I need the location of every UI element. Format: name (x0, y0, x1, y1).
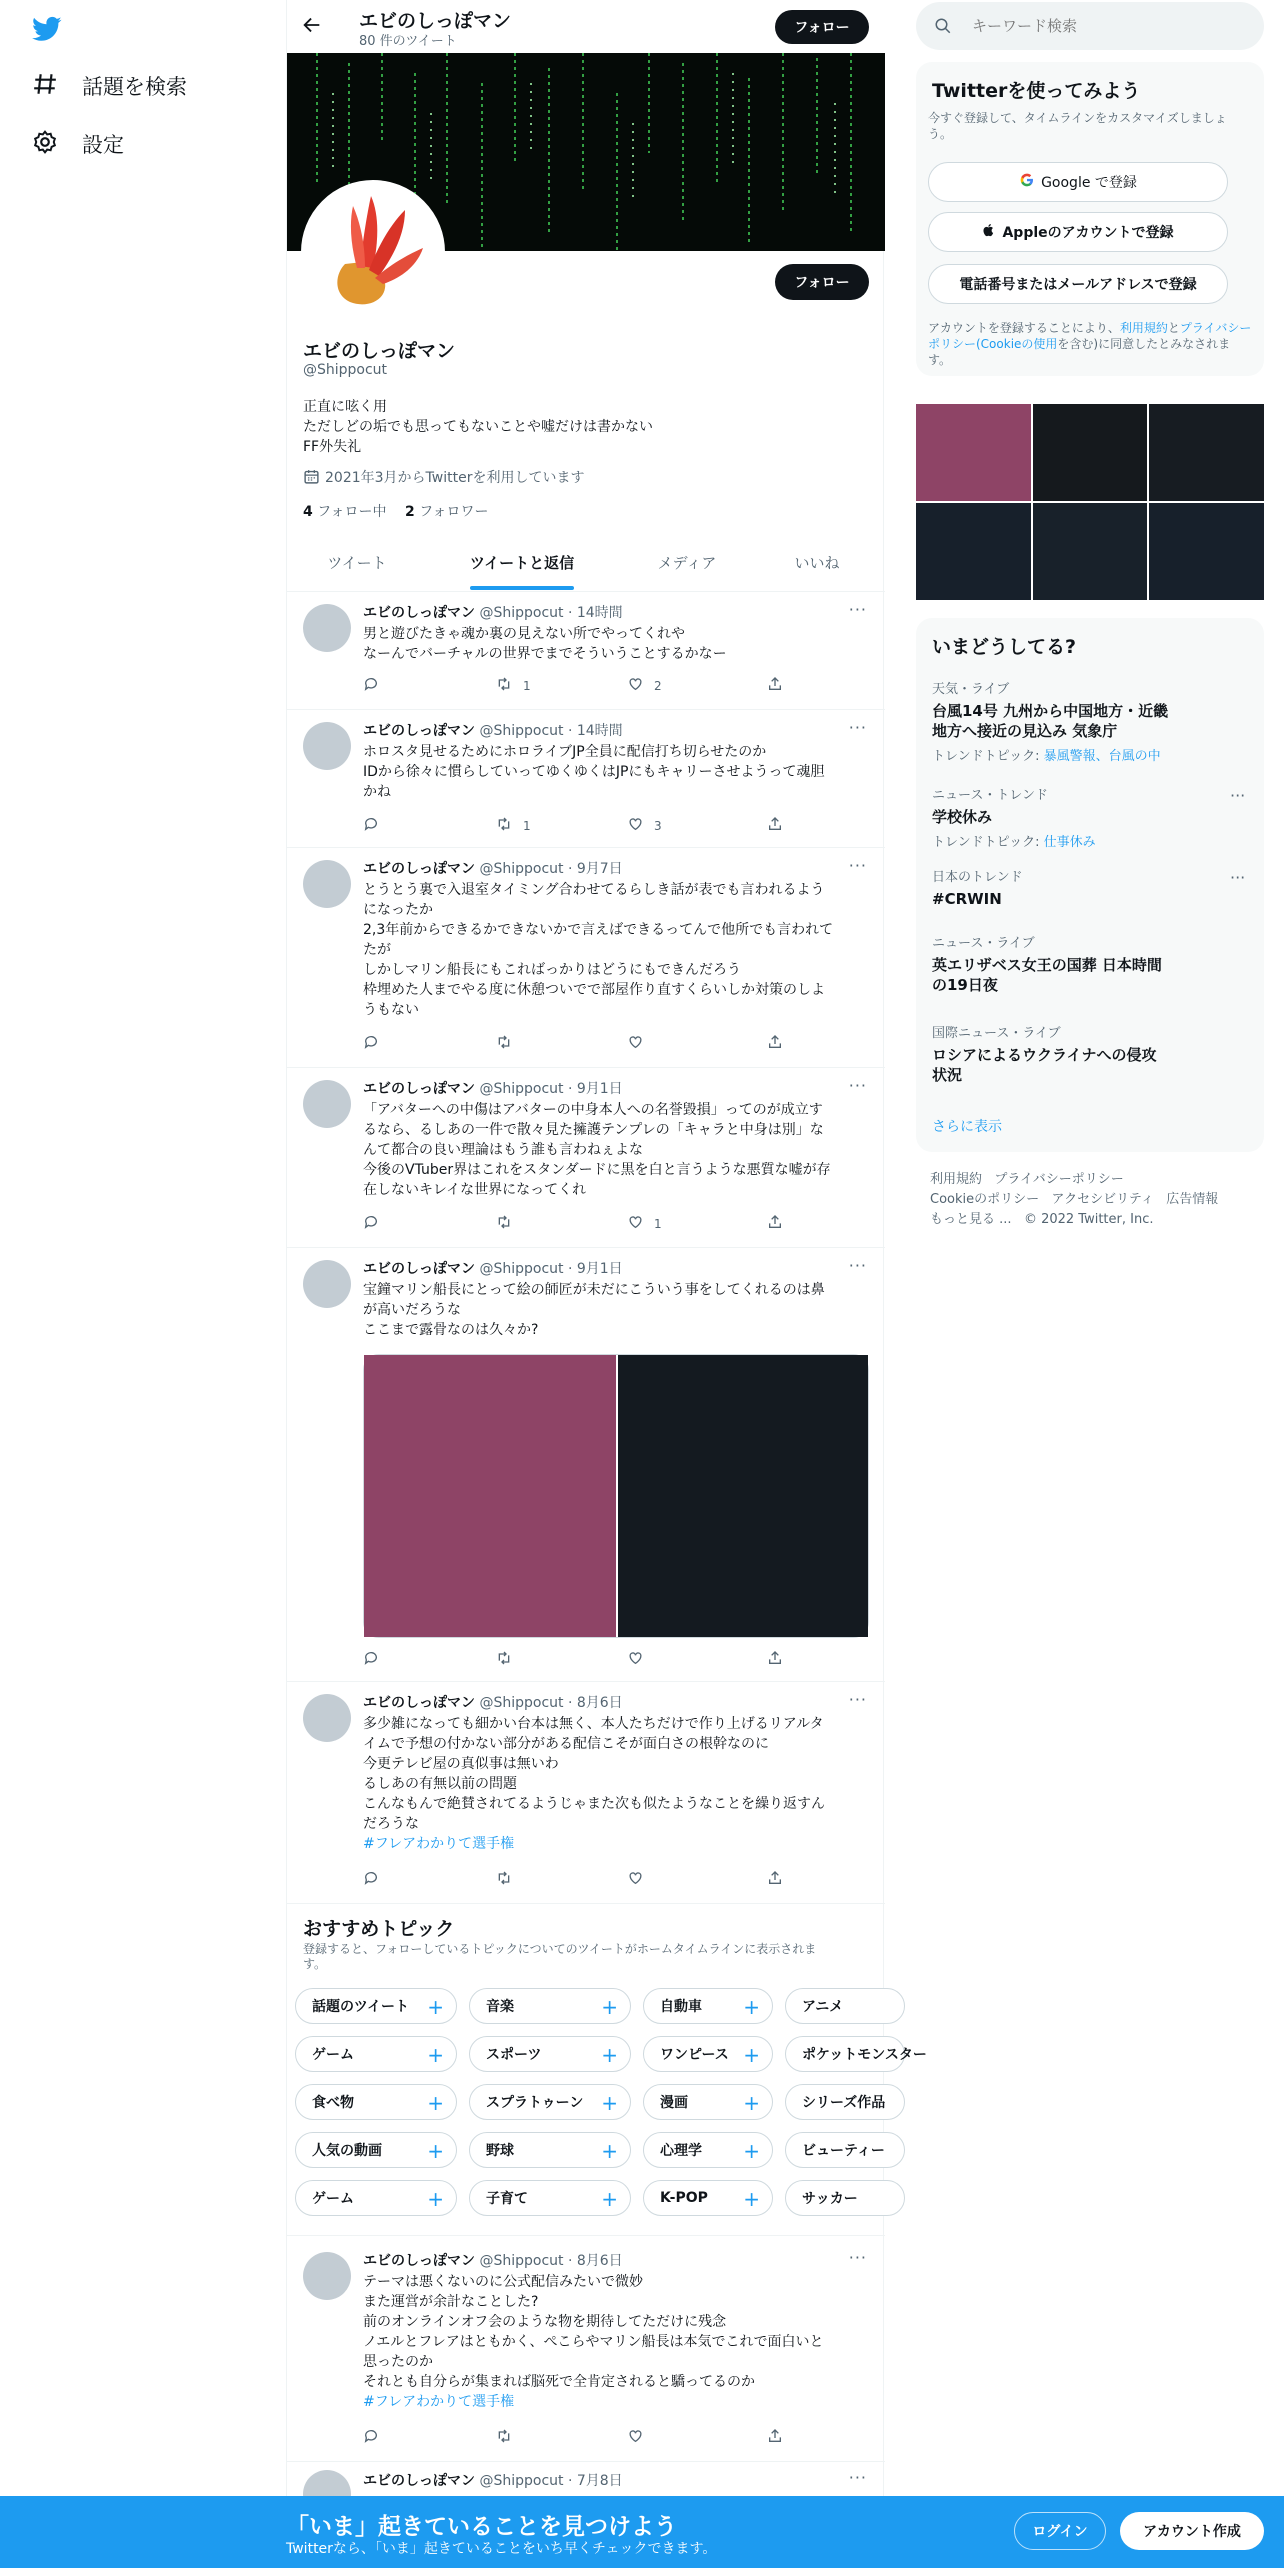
tweet-author[interactable]: エビのしっぽマン (363, 605, 475, 621)
footer-more-link[interactable]: もっと見る ... (930, 1212, 1012, 1227)
nav-settings-label: 設定 (82, 133, 124, 157)
tweet-author[interactable]: エビのしっぽマン (363, 2253, 475, 2269)
like-count: 3 (654, 818, 662, 833)
tweet-text: テーマは悪くないのに公式配信みたいで微妙 また運営が余計なことした? 前のオンラインオフ会のような物を期待してただけに残念 ノエルとフレアはともかく、ぺこらやマリン船長は本気でこれで面白いと 思ったのか それとも自分らが集まれば脳死で全肯定されると驕ってるのか (363, 2274, 824, 2390)
header-follow-button[interactable]: フォロー (775, 10, 869, 44)
reply-icon[interactable] (363, 676, 379, 692)
tweet-author[interactable]: エビのしっぽマン (363, 723, 475, 739)
tab-tweets-replies[interactable]: ツイートと返信 (469, 554, 575, 572)
privacy-link[interactable]: プライバシーポリシー(Cookieの使用 (928, 321, 1252, 351)
profile-column (286, 0, 927, 2568)
plus-icon: + (427, 2139, 444, 2163)
profile-name: エビのしっぽマン (303, 340, 456, 362)
media-thumb[interactable] (1033, 503, 1148, 600)
profile-bio-3: FF外失礼 (303, 439, 362, 455)
apple-signup-label: Appleのアカウントで登録 (1002, 225, 1174, 241)
topic-chip-label: 心理学 (660, 2143, 702, 2159)
more-icon[interactable]: ··· (848, 1256, 867, 1275)
trend-more-icon[interactable]: ··· (1230, 868, 1246, 887)
followers-label: フォロワー (419, 504, 489, 520)
google-signup-button[interactable] (928, 162, 1228, 202)
avatar[interactable] (303, 1260, 351, 1308)
footer-links (930, 1170, 1260, 1230)
retweet-icon[interactable] (495, 2428, 513, 2444)
legal-text: アカウントを登録することにより、 (928, 321, 1120, 335)
profile-bio-1: 正直に呟く用 (303, 399, 387, 415)
topic-chip[interactable] (295, 2132, 457, 2168)
media-thumb[interactable] (1149, 404, 1264, 501)
tweet-item[interactable] (287, 710, 885, 848)
heart-icon[interactable] (627, 1870, 644, 1886)
hashtag-icon (32, 71, 82, 102)
topic-chip-label: 音楽 (486, 1999, 514, 2015)
topic-chip[interactable] (643, 2036, 773, 2072)
topic-chip[interactable] (295, 2180, 457, 2216)
more-icon[interactable]: ··· (848, 1690, 867, 1709)
footer-link[interactable]: アクセシビリティ (1051, 1192, 1154, 1207)
topic-chip[interactable] (643, 1988, 773, 2024)
media-thumb[interactable] (1033, 404, 1148, 501)
tweet-text: 「アバターへの中傷はアバターの中身本人への名誉毀損」ってのが成立す るなら、るしあの一件で散々見た擁護テンプレの「キャラと中身は別」な んて都合の良い理論はもう誰も言わねぇよな 今後のVTuber界はこれをスタンダードに黒を白と言うような悪質な嘘が存 在しないキレイな世界になってくれ (363, 1102, 831, 1198)
signup-button[interactable]: アカウント作成 (1120, 2512, 1264, 2550)
topic-chip-label: 人気の動画 (312, 2143, 382, 2159)
avatar[interactable] (303, 860, 351, 908)
more-icon[interactable]: ··· (848, 718, 867, 737)
share-icon[interactable] (767, 1214, 783, 1230)
heart-icon[interactable] (627, 2428, 644, 2444)
profile-bio-2: ただしどの垢でも思ってもないことや嘘だけは書かない (303, 419, 653, 435)
following-label: フォロー中 (317, 504, 387, 520)
retweet-icon[interactable] (495, 1034, 513, 1050)
topic-chip-label: 話題のツイート (312, 1999, 410, 2015)
reply-icon[interactable] (363, 816, 379, 832)
topic-chip-label: 野球 (486, 2143, 514, 2159)
topic-chip-label: K-POP (660, 2190, 708, 2206)
media-thumb[interactable] (916, 404, 1031, 501)
tweet-actions (363, 1870, 803, 1890)
login-button[interactable]: ログイン (1014, 2512, 1106, 2550)
tab-active-indicator (470, 586, 574, 590)
signup-card (916, 62, 1264, 376)
tweet-text: ホロスタ見せるためにホロライブJP全員に配信打ち切らせたのか IDから徐々に慣らしていってゆくゆくはJPにもキャリーさせようって魂胆 かね (363, 744, 825, 800)
signup-legal (928, 320, 1252, 368)
more-icon[interactable]: ··· (848, 2248, 867, 2267)
tweet-media[interactable] (363, 1354, 869, 1638)
followers-count: 2 (405, 504, 415, 520)
plus-icon: + (743, 2139, 760, 2163)
tweet-text: 宝鐘マリン船長にとって絵の師匠が未だにこういう事をしてくれるのは鼻 が高いだろうな ここまで露骨なのは久々か? (363, 1282, 825, 1338)
copyright: © 2022 Twitter, Inc. (1023, 1212, 1154, 1227)
trend-item[interactable] (932, 866, 1252, 909)
tweet-meta: @Shippocut · 14時間 (479, 723, 623, 739)
trends-title: いまどうしてる? (932, 636, 1077, 658)
nav-settings[interactable] (32, 124, 124, 164)
retweet-icon (495, 816, 513, 835)
recommended-topics (287, 1904, 927, 2236)
plus-icon: + (427, 2043, 444, 2067)
plus-icon: + (601, 2139, 618, 2163)
plus-icon: + (743, 2187, 760, 2211)
trend-related-label: トレンドトピック: (932, 749, 1044, 764)
profile-joined: 2021年3月からTwitterを利用しています (325, 470, 585, 486)
retweet-icon (495, 676, 513, 695)
media-thumb[interactable] (916, 503, 1031, 600)
trend-related (932, 831, 1252, 850)
trend-item[interactable] (932, 678, 1252, 764)
avatar[interactable] (303, 1080, 351, 1128)
search-box[interactable] (916, 2, 1264, 50)
login-prompt-bar (0, 2496, 1284, 2568)
share-icon[interactable] (767, 2428, 783, 2444)
topic-chip[interactable] (785, 2084, 905, 2120)
plus-icon: + (427, 2187, 444, 2211)
terms-link[interactable]: 利用規約 (1119, 321, 1168, 335)
topics-desc: 登録すると、フォローしているトピックについてのツイートがホームタイムラインに表示されま す。 (303, 1942, 817, 1971)
trend-more-icon[interactable]: ··· (1230, 786, 1246, 805)
more-icon[interactable]: ··· (848, 2468, 867, 2487)
tweet-actions (363, 816, 803, 836)
tweet-author[interactable]: エビのしっぽマン (363, 2473, 475, 2489)
trend-meta: 日本のトレンド (932, 870, 1023, 885)
following-link[interactable] (303, 501, 387, 521)
tweet-header (363, 1692, 623, 1712)
more-icon[interactable]: ··· (848, 856, 867, 875)
trend-title: 英エリザベス女王の国葬 日本時間 の19日夜 (932, 956, 1162, 994)
topic-chip[interactable] (643, 2180, 773, 2216)
hashtag-link[interactable]: #フレアわかりて選手権 (363, 1836, 515, 1852)
tweet-header (363, 720, 623, 740)
footer-link[interactable]: プライバシーポリシー (994, 1172, 1124, 1187)
trends-show-more[interactable]: さらに表示 (932, 1119, 1002, 1135)
share-icon[interactable] (767, 816, 783, 832)
tab-media[interactable]: メディア (657, 554, 717, 572)
share-icon[interactable] (767, 676, 783, 692)
prompt-subtitle: Twitterなら、「いま」起きていることをいち早くチェックできます。 (286, 2541, 717, 2557)
topic-chip[interactable] (785, 1988, 905, 2024)
header-tweet-count: 80 件のツイート (359, 34, 457, 49)
retweet-count: 1 (523, 818, 531, 833)
tweet-header (363, 2250, 623, 2270)
header-name: エビのしっぽマン (359, 10, 512, 32)
heart-icon (627, 1214, 644, 1233)
tweet-text: 男と遊びたきゃ魂か裏の見えない所でやってくれや なーんでバーチャルの世界でまでそういうことするかなー (363, 626, 727, 662)
topic-chip-label: スプラトゥーン (486, 2095, 584, 2111)
profile-topbar (287, 0, 885, 53)
plus-icon: + (743, 2091, 760, 2115)
retweet-icon[interactable] (495, 1214, 513, 1230)
tweet-header (363, 2470, 623, 2490)
apple-icon (982, 222, 996, 242)
plus-icon: + (601, 2091, 618, 2115)
trend-related-link[interactable]: 仕事休み (1043, 835, 1096, 850)
topic-chip[interactable] (785, 2180, 905, 2216)
trend-meta: 天気・ライブ (932, 682, 1010, 697)
trend-meta: ニュース・トレンド (932, 788, 1049, 803)
following-count: 4 (303, 504, 313, 520)
prompt-title: 「いま」起きていることを見つけよう (286, 2514, 677, 2540)
like-button[interactable] (627, 676, 662, 695)
tweet-meta: @Shippocut · 8月6日 (479, 1695, 623, 1711)
tweet-meta: @Shippocut · 7月8日 (479, 2473, 623, 2489)
tweet-author[interactable]: エビのしっぽマン (363, 861, 475, 877)
media-thumb[interactable] (1149, 503, 1264, 600)
profile-tabs (287, 534, 885, 592)
tweet-item[interactable] (287, 1248, 885, 1682)
plus-icon: + (743, 1995, 760, 2019)
topic-chip-label: アニメ (802, 1999, 844, 2015)
trend-title: #CRWIN (932, 890, 1002, 908)
nav-explore-label: 話題を検索 (82, 75, 187, 99)
like-count: 1 (654, 1216, 662, 1231)
tweet-item[interactable] (287, 1682, 885, 1904)
more-icon[interactable]: ··· (848, 600, 867, 619)
apple-signup-button[interactable] (928, 212, 1228, 252)
tweet-header (363, 602, 623, 622)
search-icon (934, 17, 952, 39)
tweet-meta: @Shippocut · 9月1日 (479, 1261, 623, 1277)
topic-chip[interactable] (469, 1988, 631, 2024)
topic-chip-label: サッカー (802, 2191, 858, 2207)
topic-chip-label: 子育て (486, 2191, 528, 2207)
share-icon[interactable] (767, 1034, 783, 1050)
tweet-actions (363, 1034, 803, 1054)
topic-chip[interactable] (295, 1988, 457, 2024)
tweet-meta: @Shippocut · 14時間 (479, 605, 623, 621)
tweet-item[interactable] (287, 592, 885, 710)
trend-related-label: トレンドトピック: (932, 835, 1044, 850)
topic-chip-label: 自動車 (660, 1999, 702, 2015)
tweet-actions (363, 676, 803, 696)
tweet-author[interactable]: エビのしっぽマン (363, 1261, 475, 1277)
more-icon[interactable]: ··· (848, 1076, 867, 1095)
trend-title: ロシアによるウクライナへの侵攻 状況 (932, 1046, 1157, 1084)
footer-link[interactable]: 利用規約 (930, 1172, 983, 1187)
twitter-logo-icon[interactable] (32, 14, 64, 44)
tweet-meta: @Shippocut · 9月7日 (479, 861, 623, 877)
trend-meta: ニュース・ライブ (932, 936, 1035, 951)
trend-title: 学校休み (932, 808, 993, 826)
retweet-button[interactable] (495, 816, 531, 835)
footer-link[interactable]: Cookieのポリシー (930, 1192, 1040, 1207)
topic-chip[interactable] (785, 2036, 927, 2072)
tweet-item[interactable] (287, 2236, 885, 2462)
retweet-icon[interactable] (495, 1870, 513, 1886)
legal-text: と (1167, 321, 1180, 335)
gear-icon (32, 129, 82, 160)
trend-item[interactable] (932, 1022, 1252, 1085)
signup-desc: 今すぐ登録して、タイムラインをカスタマイズしましょう。 (928, 111, 1227, 141)
topic-chip[interactable] (643, 2084, 773, 2120)
like-button[interactable] (627, 1214, 662, 1233)
tweet-actions (363, 1214, 803, 1234)
tweet-header (363, 858, 623, 878)
plus-icon: + (427, 2091, 444, 2115)
avatar[interactable] (303, 2252, 351, 2300)
google-icon (1019, 172, 1035, 192)
topic-chip[interactable] (295, 2036, 457, 2072)
trend-item[interactable] (932, 784, 1252, 850)
tweet-text: 多少雑になっても細かい台本は無く、本人たちだけで作り上げるリアルタ イムで予想の付かない部分がある配信こそが面白さの根幹なのに 今更テレビ屋の真似事は無いわ るしあの有無以前の問題 こんなもんで絶賛されてるようじゃまた次も似たようなことを繰り返すん だろうな (363, 1716, 825, 1832)
plus-icon: + (601, 2187, 618, 2211)
topic-chip[interactable] (469, 2132, 631, 2168)
topics-title: おすすめトピック (303, 1918, 455, 1940)
trend-related-link[interactable]: 暴風警報、台風の中 (1043, 749, 1161, 764)
trend-item[interactable] (932, 932, 1252, 995)
topic-chip-label: ゲーム (312, 2047, 354, 2063)
tweet-author[interactable]: エビのしっぽマン (363, 1695, 475, 1711)
plus-icon: + (427, 1995, 444, 2019)
tweet-meta: @Shippocut · 9月1日 (479, 1081, 623, 1097)
topic-chip[interactable] (469, 2180, 631, 2216)
tweet-meta: @Shippocut · 8月6日 (479, 2253, 623, 2269)
topic-chip-label: シリーズ作品 (802, 2095, 886, 2111)
retweet-button[interactable] (495, 676, 531, 695)
back-arrow-icon[interactable] (301, 14, 325, 38)
avatar[interactable] (303, 722, 351, 770)
topic-chip-label: 食べ物 (312, 2095, 354, 2111)
tweet-item[interactable] (287, 848, 885, 1068)
footer-link[interactable]: 広告情報 (1166, 1192, 1219, 1207)
tweet-actions (363, 2428, 803, 2448)
heart-icon[interactable] (627, 1034, 644, 1050)
media-image[interactable] (618, 1355, 868, 1637)
tab-tweets[interactable]: ツイート (327, 554, 387, 572)
topic-chip-label: ポケットモンスター (802, 2047, 927, 2063)
like-count: 2 (654, 678, 662, 693)
topic-chip[interactable] (295, 2084, 457, 2120)
media-image[interactable] (364, 1355, 616, 1637)
search-input[interactable] (972, 14, 1242, 38)
hashtag-link[interactable]: #フレアわかりて選手権 (363, 2394, 515, 2410)
trend-title: 台風14号 九州から中国地方・近畿 地方へ接近の見込み 気象庁 (932, 702, 1169, 740)
topic-chip-label: ビューティー (802, 2143, 885, 2159)
topic-chip[interactable] (469, 2084, 631, 2120)
reply-icon[interactable] (363, 1870, 379, 1886)
tweet-header (363, 1078, 623, 1098)
heart-icon (627, 816, 644, 835)
calendar-icon (303, 468, 321, 486)
share-icon[interactable] (767, 1650, 783, 1666)
topic-chip[interactable] (469, 2036, 631, 2072)
avatar[interactable] (303, 604, 351, 652)
tweet-author[interactable]: エビのしっぽマン (363, 1081, 475, 1097)
reply-icon[interactable] (363, 1034, 379, 1050)
heart-icon[interactable] (627, 1650, 644, 1666)
nav-explore[interactable] (32, 66, 187, 106)
topic-chip-label: ワンピース (660, 2047, 729, 2063)
plus-icon: + (601, 1995, 618, 2019)
retweet-count: 1 (523, 678, 531, 693)
avatar[interactable] (303, 1694, 351, 1742)
retweet-icon[interactable] (495, 1650, 513, 1666)
legal-text: を含む)に同意したとみなされます。 (928, 337, 1231, 367)
followers-link[interactable] (405, 501, 489, 521)
topic-chip-label: スポーツ (486, 2047, 542, 2063)
reply-icon[interactable] (363, 1214, 379, 1230)
tweet-header (363, 1258, 623, 1278)
profile-avatar[interactable] (301, 180, 445, 324)
media-grid (916, 404, 1264, 600)
tweet-actions (363, 1650, 803, 1670)
signup-title: Twitterを使ってみよう (932, 80, 1141, 102)
plus-icon: + (743, 2043, 760, 2067)
trend-meta: 国際ニュース・ライブ (932, 1026, 1061, 1041)
share-icon[interactable] (767, 1870, 783, 1886)
trends-card (916, 618, 1264, 1152)
plus-icon: + (601, 2043, 618, 2067)
like-button[interactable] (627, 816, 662, 835)
topic-chip[interactable] (785, 2132, 905, 2168)
topic-chip-label: ゲーム (312, 2191, 354, 2207)
reply-icon[interactable] (363, 2428, 379, 2444)
profile-follow-button[interactable]: フォロー (775, 264, 869, 300)
profile-handle: @Shippocut (303, 362, 388, 378)
tweet-item[interactable] (287, 1068, 885, 1248)
topic-chip[interactable] (643, 2132, 773, 2168)
google-signup-label: Google で登録 (1041, 175, 1137, 191)
heart-icon (627, 676, 644, 695)
topic-chip-label: 漫画 (660, 2095, 688, 2111)
phone-signup-button[interactable]: 電話番号またはメールアドレスで登録 (928, 264, 1228, 304)
reply-icon[interactable] (363, 1650, 379, 1666)
tab-likes[interactable]: いいね (794, 554, 840, 572)
tweet-text: とうとう裏で入退室タイミング合わせてるらしき話が表でも言われるよう になったか 2,3年前からできるかできないかで言えばできるってんで他所でも言われて たが しかしマリン船長にもこればっかりはどうにもできんだろう 枠埋めた人までやる度に休憩ついでで部屋作り直すくらいしか対策のしよ うもない (363, 882, 834, 1018)
trend-related (932, 745, 1252, 764)
